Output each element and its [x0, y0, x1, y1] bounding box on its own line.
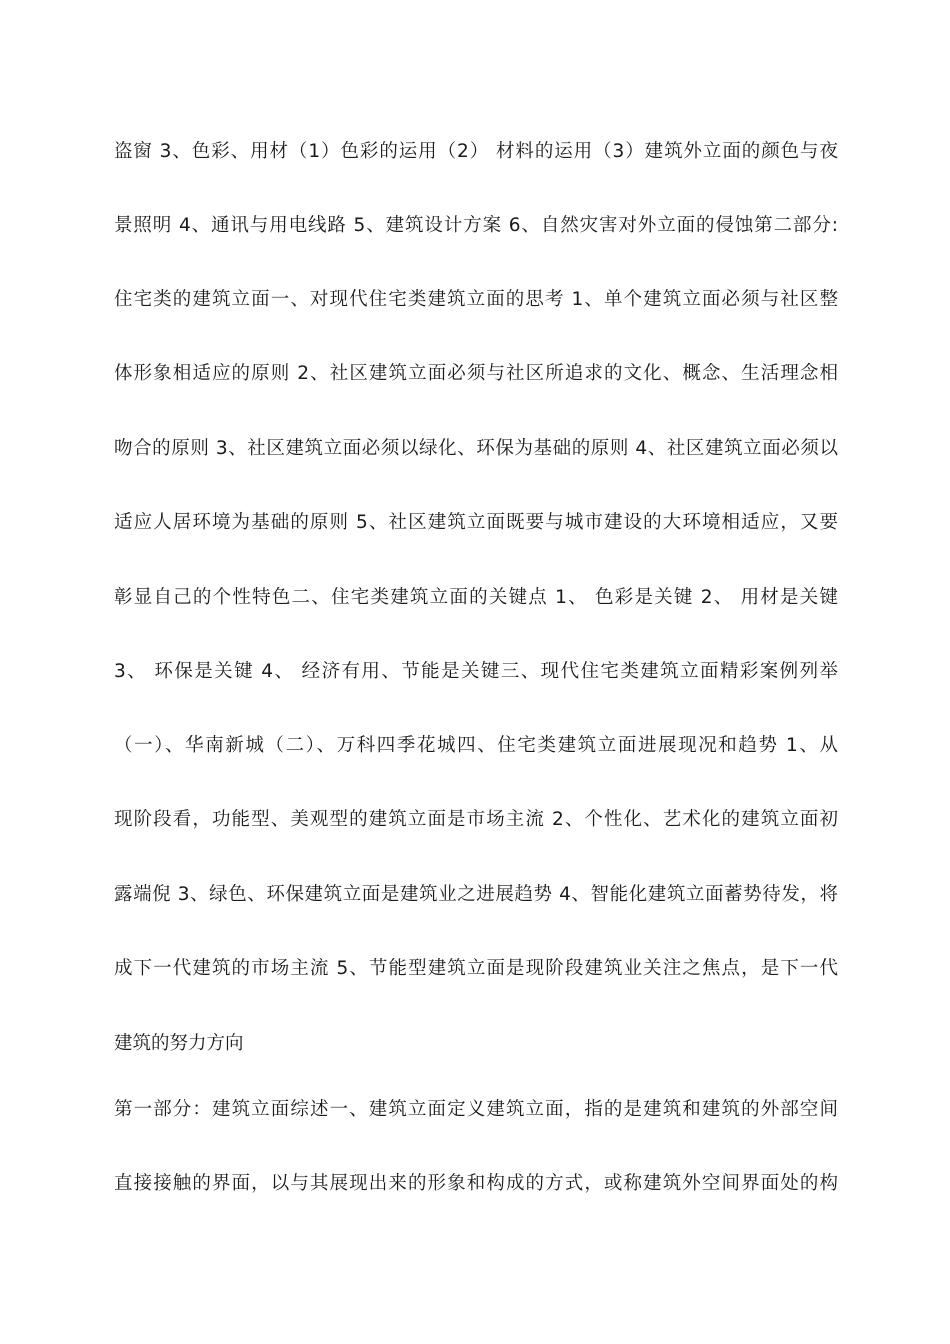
paragraph1-line-12: 成下一代建筑的市场主流 5、节能型建筑立面是现阶段建筑业关注之焦点，是下一代	[114, 958, 838, 979]
paragraph1-line-3: 住宅类的建筑立面一、对现代住宅类建筑立面的思考 1、单个建筑立面必须与社区整	[114, 289, 838, 310]
paragraph1-line-10: 现阶段看，功能型、美观型的建筑立面是市场主流 2、个性化、艺术化的建筑立面初	[114, 809, 838, 830]
paragraph1-line-4: 体形象相适应的原则 2、社区建筑立面必须与社区所追求的文化、概念、生活理念相	[114, 363, 838, 384]
paragraph1-line-5: 吻合的原则 3、社区建筑立面必须以绿化、环保为基础的原则 4、社区建筑立面必须以	[114, 438, 838, 459]
paragraph1-line-9: （一）、华南新城（二）、万科四季花城四、住宅类建筑立面进展现况和趋势 1、从	[114, 735, 838, 756]
paragraph2-line-2: 直接接触的界面，以与其展现出来的形象和构成的方式，或称建筑外空间界面处的构	[114, 1173, 838, 1194]
paragraph1-line-2: 景照明 4、通讯与用电线路 5、建筑设计方案 6、自然灾害对外立面的侵蚀第二部分:	[114, 215, 838, 236]
paragraph1-line-6: 适应人居环境为基础的原则 5、社区建筑立面既要与城市建设的大环境相适应，又要	[114, 512, 838, 533]
paragraph1-line-1: 盗窗 3、色彩、用材（1）色彩的运用（2） 材料的运用（3）建筑外立面的颜色与夜	[114, 141, 838, 162]
paragraph1-line-13: 建筑的努力方向	[114, 1033, 244, 1054]
paragraph1-line-11: 露端倪 3、绿色、环保建筑立面是建筑业之进展趋势 4、智能化建筑立面蓄势待发，将	[114, 884, 838, 905]
paragraph1-line-8: 3、 环保是关键 4、 经济有用、节能是关键三、现代住宅类建筑立面精彩案例列举	[114, 661, 838, 682]
paragraph1-line-7: 彰显自己的个性特色二、住宅类建筑立面的关键点 1、 色彩是关键 2、 用材是关键	[114, 587, 838, 608]
paragraph2-line-1: 第一部分：建筑立面综述一、建筑立面定义建筑立面，指的是建筑和建筑的外部空间	[114, 1099, 838, 1120]
